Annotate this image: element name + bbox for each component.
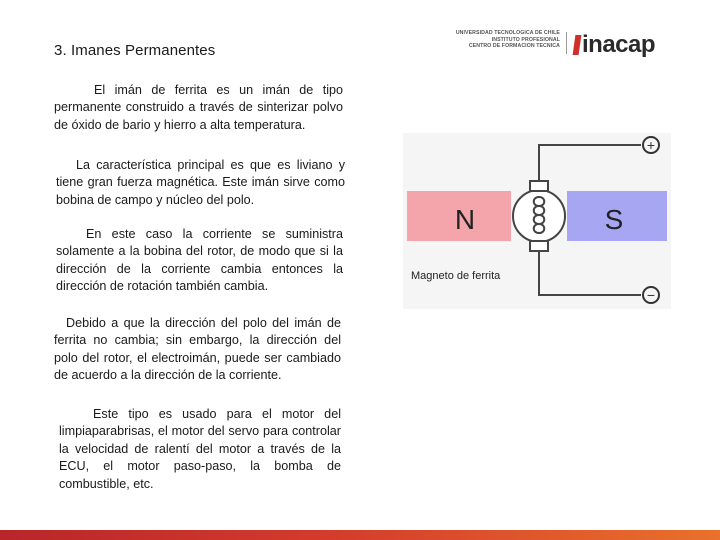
diagram-caption: Magneto de ferrita	[411, 270, 501, 282]
logo-mark-icon	[573, 35, 582, 55]
top-brush	[530, 181, 548, 191]
paragraph-main-characteristic: La característica principal es que es liviano y tiene gran fuerza magnética. Este imán sirve como bobina de campo y núcleo del polo.	[56, 158, 345, 207]
paragraph-ferrite-definition: El imán de ferrita es un imán de tipo permanente construido a través de sinterizar polvo de óxido de bario y hierro a alta temperatura.	[54, 83, 343, 132]
institution-line-center: CENTRO DE FORMACIÓN TÉCNICA	[468, 43, 560, 50]
footer-accent-bar	[0, 530, 720, 540]
paragraph-applications: Este tipo es usado para el motor del limpiaparabrisas, el motor del servo para controlar la velocidad de ralentí del motor a través de la ECU, el motor paso-paso, la bomba de combustible, etc.	[59, 407, 341, 491]
south-label: S	[604, 204, 624, 235]
institution-line-university: UNIVERSIDAD TECNOLÓGICA DE CHILE	[455, 30, 560, 36]
logo-divider	[566, 32, 567, 54]
brand-name: inacap	[582, 31, 656, 58]
paragraph-rotor-current: En este caso la corriente se suministra solamente a la bobina del rotor, de modo que si la dirección de la corriente cambia entonces la dirección de rotación también cambia.	[56, 227, 343, 294]
north-label: N	[454, 204, 476, 235]
institution-line-institute: INSTITUTO PROFESIONAL	[491, 36, 560, 43]
ferrite-magnet-diagram	[403, 133, 671, 309]
bottom-brush	[530, 241, 548, 251]
slide-title: 3. Imanes Permanentes	[54, 42, 216, 59]
institution-logo-text	[440, 30, 560, 56]
inacap-logo	[574, 30, 655, 60]
paragraph-pole-direction: Debido a que la dirección del polo del imán de ferrita no cambia; sin embargo, la dirección del polo del rotor, el electroimán, puede ser cambiado de acuerdo a la dirección de la corriente.	[54, 316, 341, 383]
positive-symbol: +	[646, 137, 656, 153]
negative-symbol: −	[646, 287, 656, 303]
